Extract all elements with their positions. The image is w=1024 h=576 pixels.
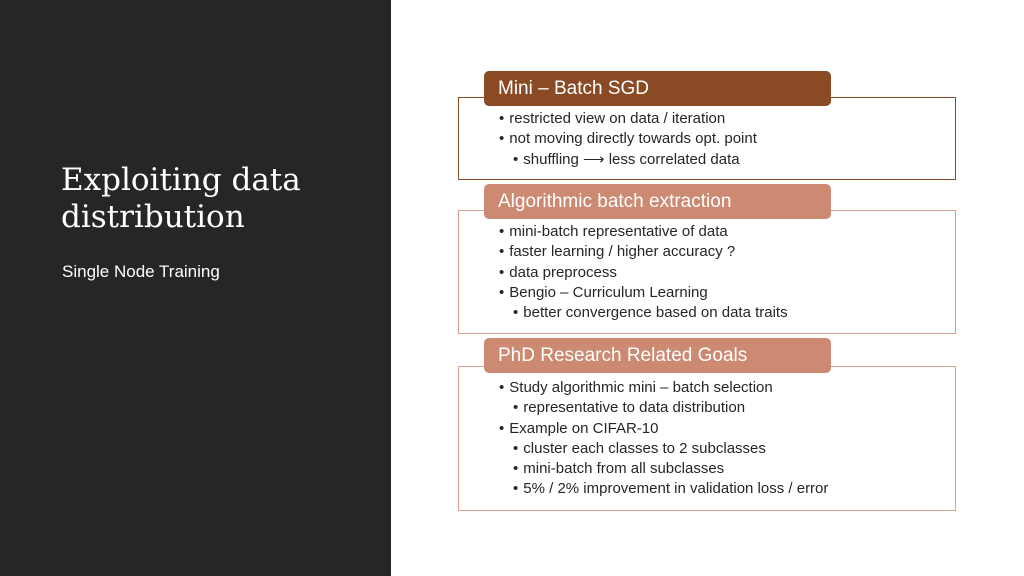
list-item: • shuffling ⟶ less correlated data [499, 150, 947, 170]
list-item: • mini-batch representative of data [499, 222, 947, 242]
list-item: • Bengio – Curriculum Learning [499, 283, 947, 303]
section-1-header: Mini – Batch SGD [484, 71, 831, 106]
list-item: • data preprocess [499, 263, 947, 283]
section-2-list [499, 222, 947, 323]
list-item: • cluster each classes to 2 subclasses [499, 439, 947, 459]
list-item: • representative to data distribution [499, 398, 947, 418]
slide-subtitle: Single Node Training [62, 262, 220, 281]
list-item: • restricted view on data / iteration [499, 109, 947, 129]
section-3-list [499, 378, 947, 500]
section-3-box [458, 366, 956, 511]
list-item: • mini-batch from all subclasses [499, 459, 947, 479]
list-item: • better convergence based on data traits [499, 303, 947, 323]
list-item: • 5% / 2% improvement in validation loss / error [499, 479, 947, 499]
list-item: • not moving directly towards opt. point [499, 129, 947, 149]
slide-title: Exploiting data distribution [61, 162, 301, 235]
section-1-box [458, 97, 956, 180]
title-panel [0, 0, 391, 576]
section-3-header: PhD Research Related Goals [484, 338, 831, 373]
list-item: • Example on CIFAR-10 [499, 419, 947, 439]
section-1-list [499, 109, 947, 170]
list-item: • faster learning / higher accuracy ? [499, 242, 947, 262]
section-2-header: Algorithmic batch extraction [484, 184, 831, 219]
list-item: • Study algorithmic mini – batch selection [499, 378, 947, 398]
section-2-box [458, 210, 956, 334]
